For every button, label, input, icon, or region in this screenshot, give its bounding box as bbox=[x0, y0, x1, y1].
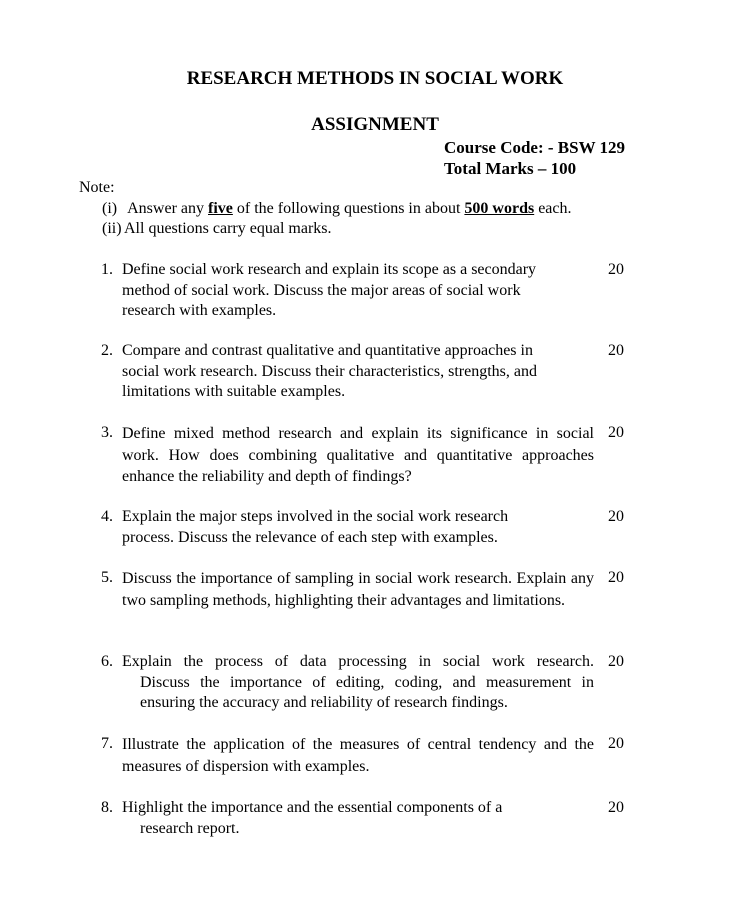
question-marks: 20 bbox=[608, 569, 624, 586]
question-text-line: limitations with suitable examples. bbox=[122, 383, 346, 400]
question-text-line: research with examples. bbox=[122, 302, 277, 319]
question-text-line: Explain the process of data processing in social work research. bbox=[122, 653, 594, 670]
question-text: Discuss the importance of sampling in social work research. Explain any two sampling methods, highlighting their advantages and limitations. bbox=[122, 570, 594, 609]
note-label: Note: bbox=[79, 179, 115, 196]
question-text bbox=[122, 341, 594, 403]
question-text-line: Explain the major steps involved in the social work research bbox=[122, 508, 509, 525]
note-item-text: Answer any bbox=[127, 200, 204, 217]
question-text bbox=[122, 652, 594, 714]
question-text-continuation: research report. bbox=[140, 819, 240, 837]
question-number: 7. bbox=[101, 735, 113, 752]
question-text-line: Compare and contrast qualitative and quantitative approaches in bbox=[122, 342, 533, 359]
question-text: Define mixed method research and explain its significance in social work. How does combining qualitative and quantitative approaches enhance the reliability and depth of findings? bbox=[122, 425, 594, 485]
question-number: 2. bbox=[101, 342, 113, 359]
question-text bbox=[122, 798, 594, 839]
note-item-number: (i) bbox=[102, 200, 118, 217]
total-marks: Total Marks – 100 bbox=[444, 159, 577, 178]
question-number: 8. bbox=[101, 799, 113, 816]
assignment-heading: ASSIGNMENT bbox=[311, 114, 439, 135]
note-item bbox=[102, 219, 332, 239]
question-text: Illustrate the application of the measures of central tendency and the measures of dispersion with examples. bbox=[122, 736, 594, 775]
question-text-line: process. Discuss the relevance of each step with examples. bbox=[122, 528, 498, 546]
note-item-text: All questions carry equal marks. bbox=[124, 220, 332, 237]
question-marks: 20 bbox=[608, 799, 624, 816]
course-code: Course Code: - BSW 129 bbox=[444, 138, 626, 157]
question-text bbox=[122, 507, 594, 548]
course-info bbox=[444, 137, 625, 179]
note-item-text: each. bbox=[538, 200, 572, 217]
question-number: 6. bbox=[101, 653, 113, 670]
document-title: RESEARCH METHODS IN SOCIAL WORK bbox=[186, 68, 564, 89]
question-text-line: Highlight the importance and the essential components of a bbox=[122, 799, 503, 816]
question-marks: 20 bbox=[608, 342, 624, 359]
question-marks: 20 bbox=[608, 735, 624, 752]
question-marks: 20 bbox=[608, 508, 624, 525]
note-emphasis-five: five bbox=[208, 200, 233, 217]
note-emphasis-word-count: 500 words bbox=[464, 200, 535, 217]
question-text-line: method of social work. Discuss the major areas of social work bbox=[122, 281, 521, 299]
question-marks: 20 bbox=[608, 261, 624, 278]
question-number: 3. bbox=[101, 424, 113, 441]
question-text-continuation: Discuss the importance of editing, coding, and measurement in ensuring the accuracy and reliability of research findings. bbox=[140, 673, 594, 711]
note-item bbox=[102, 199, 572, 219]
question-number: 5. bbox=[101, 569, 113, 586]
question-number: 4. bbox=[101, 508, 113, 525]
note-item-text: of the following questions in about bbox=[236, 200, 461, 217]
question-number: 1. bbox=[101, 261, 113, 278]
note-item-number: (ii) bbox=[102, 220, 122, 237]
question-text-line: Define social work research and explain its scope as a secondary bbox=[122, 261, 537, 278]
question-marks: 20 bbox=[608, 653, 624, 670]
question-text bbox=[122, 260, 594, 322]
question-marks: 20 bbox=[608, 424, 624, 441]
question-text-line: social work research. Discuss their characteristics, strengths, and bbox=[122, 362, 537, 380]
